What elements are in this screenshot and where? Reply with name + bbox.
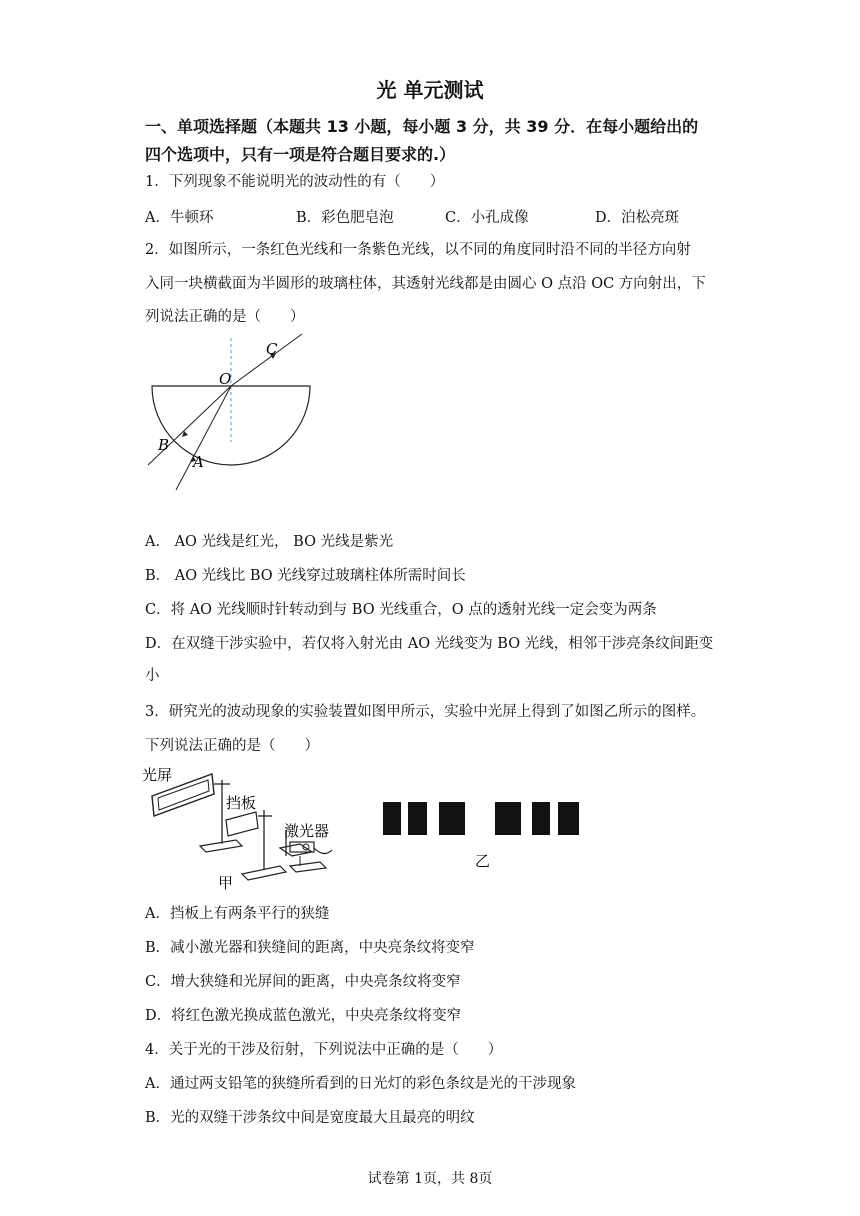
page-title: 光 单元测试 — [376, 78, 484, 102]
question-3-option-a: A．挡板上有两条平行的狭缝 — [145, 906, 330, 922]
page-footer: 试卷第 1页，共 8页 — [367, 1171, 493, 1187]
question-3-option-b: B．减小激光器和狭缝间的距离，中央亮条纹将变窄 — [145, 940, 475, 956]
question-1-option-a: A．牛顿环 — [145, 210, 214, 226]
label-O: O — [219, 370, 232, 388]
pattern-bar — [558, 802, 579, 835]
pattern-bar — [408, 802, 427, 835]
question-1-option-c: C．小孔成像 — [445, 210, 529, 226]
question-3-option-d: D．将红色激光换成蓝色激光，中央亮条纹将变窄 — [145, 1008, 462, 1024]
label-A: A — [193, 453, 204, 471]
question-3-option-c: C．增大狭缝和光屏间的距离，中央亮条纹将变窄 — [145, 974, 461, 990]
question-2-line2: 入同一块横截面为半圆形的玻璃柱体，其透射光线都是由圆心 O 点沿 OC 方向射出，下 — [145, 276, 706, 292]
question-4-stem: 4．关于光的干涉及衍射，下列说法中正确的是（ ） — [145, 1042, 503, 1058]
question-3-line2: 下列说法正确的是（ ） — [145, 738, 319, 754]
question-1-stem: 1．下列现象不能说明光的波动性的有（ ） — [145, 174, 445, 190]
question-3-line1: 3．研究光的波动现象的实验装置如图甲所示，实验中光屏上得到了如图乙所示的图样。 — [145, 704, 706, 720]
question-2-option-d-line2: 小 — [145, 668, 160, 684]
label-C: C — [266, 340, 278, 358]
label-screen: 光屏 — [142, 766, 173, 784]
pattern-bar — [439, 802, 465, 835]
label-baffle: 挡板 — [226, 794, 257, 812]
question-2-option-a: A． AO 光线是红光， BO 光线是紫光 — [145, 534, 394, 550]
label-jia: 甲 — [218, 874, 234, 892]
apparatus-figure-jia — [140, 760, 350, 895]
pattern-bar — [495, 802, 521, 835]
question-2-option-d-line1: D．在双缝干涉实验中，若仅将入射光由 AO 光线变为 BO 光线，相邻干涉亮条纹间距变 — [145, 636, 714, 652]
section-heading-line1: 一、单项选择题（本题共 13 小题，每小题 3 分，共 39 分．在每小题给出的 — [145, 117, 699, 136]
question-1-option-d: D．泊松亮斑 — [595, 210, 680, 226]
question-2-option-b: B． AO 光线比 BO 光线穿过玻璃柱体所需时间长 — [145, 568, 466, 584]
pattern-bar — [383, 802, 401, 835]
label-yi: 乙 — [475, 852, 491, 870]
diffraction-pattern-figure-yi — [375, 795, 585, 875]
section-heading-line2: 四个选项中，只有一项是符合题目要求的.） — [145, 145, 456, 164]
question-2-line1: 2．如图所示，一条红色光线和一条紫色光线，以不同的角度同时沿不同的半径方向射 — [145, 242, 691, 258]
question-1-option-b: B．彩色肥皂泡 — [296, 210, 394, 226]
pattern-bar — [532, 802, 550, 835]
question-2-line3: 列说法正确的是（ ） — [145, 309, 305, 325]
label-laser: 激光器 — [284, 822, 330, 840]
question-2-option-c: C．将 AO 光线顺时针转动到与 BO 光线重合，O 点的透射光线一定会变为两条 — [145, 602, 657, 618]
question-4-option-a: A．通过两支铅笔的狭缝所看到的日光灯的彩色条纹是光的干涉现象 — [145, 1076, 576, 1092]
question-4-option-b: B．光的双缝干涉条纹中间是宽度最大且最亮的明纹 — [145, 1110, 475, 1126]
label-B: B — [158, 436, 170, 454]
semicircle-glass-figure — [140, 330, 320, 495]
